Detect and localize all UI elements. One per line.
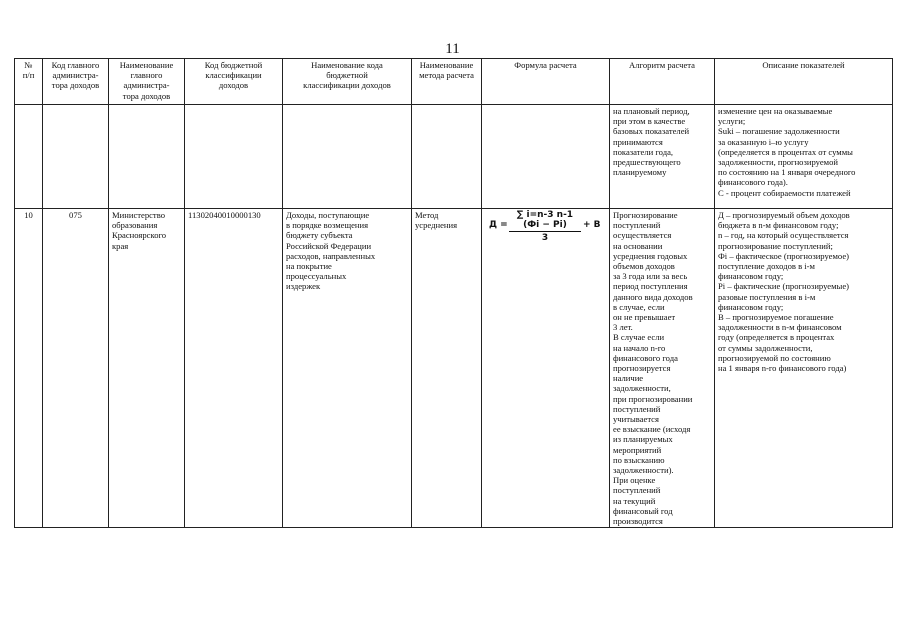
- method-cell: Метод усреднения: [412, 209, 482, 528]
- header-admin-code: Код главного администра- тора доходов: [43, 59, 109, 105]
- formula-cell: [482, 209, 610, 528]
- description-cell: изменение цен на оказываемые услуги; Suki – погашение задолженности за оказанную i–ю услугу (определяется в процентах от суммы задолженности, прогнозируемой по состоянию на 1 января очередного финансового года). С - процент собираемости платежей: [715, 105, 893, 209]
- table-cell: [185, 105, 283, 209]
- header-formula: Формула расчета: [482, 59, 610, 105]
- header-bk-name: Наименование кода бюджетной классификации доходов: [283, 59, 412, 105]
- formula: [485, 210, 606, 244]
- formula-numerator: ∑ i=n-3 n-1 (Фi − Pi): [509, 210, 581, 232]
- admin-code-cell: 075: [43, 209, 109, 528]
- revenue-forecast-table: [14, 58, 893, 528]
- table-cell: [15, 105, 43, 209]
- header-row: [15, 59, 893, 105]
- table-cell: [43, 105, 109, 209]
- formula-denominator: 3: [541, 233, 549, 244]
- table-cell: [412, 105, 482, 209]
- table-row: [15, 209, 893, 528]
- header-description: Описание показателей: [715, 59, 893, 105]
- bk-code-cell: 11302040010000130: [185, 209, 283, 528]
- header-bk-code: Код бюджетной классификации доходов: [185, 59, 283, 105]
- bk-name-cell: Доходы, поступающие в порядке возмещения бюджету субъекта Российской Федерации расходов, направленных на покрытие процессуальных издержек: [283, 209, 412, 528]
- admin-name-cell: Министерство образования Красноярского края: [109, 209, 185, 528]
- table-cell: [109, 105, 185, 209]
- page-number: 11: [445, 41, 460, 57]
- formula-fraction: [509, 210, 581, 244]
- row-number: 10: [15, 209, 43, 528]
- table-row: [15, 105, 893, 209]
- header-admin-name: Наименование главного администра- тора доходов: [109, 59, 185, 105]
- algorithm-cell: Прогнозирование поступлений осуществляется на основании усреднения годовых объемов доходов за 3 года или за весь период поступления данного вида доходов в случае, если он не превышает 3 лет. В случае если на начало n-го финансового года прогнозируется наличие задолженности, при прогнозировании поступлений учитывается ее взыскание (исходя из планируемых мероприятий по взысканию задолженности). При оценке поступлений на текущий финансовый год производится: [610, 209, 715, 528]
- description-cell: Д – прогнозируемый объем доходов бюджета в n-м финансовом году; n – год, на который осуществляется прогнозирование поступлений; Фi – фактическое (прогнозируемое) поступление доходов в i-м финансовом году; Pi – фактические (прогнозируемые) разовые поступления в i-м финансовом году; В – прогнозируемое погашение задолженности в n-м финансовом году (определяется в процентах от суммы задолженности, прогнозируемой по состоянию на 1 января n-го финансового года): [715, 209, 893, 528]
- header-method: Наименование метода расчета: [412, 59, 482, 105]
- table-cell: [283, 105, 412, 209]
- algorithm-cell: на плановый период, при этом в качестве базовых показателей принимаются показатели года, предшествующего планируемому: [610, 105, 715, 209]
- header-algorithm: Алгоритм расчета: [610, 59, 715, 105]
- header-number: № п/п: [15, 59, 43, 105]
- formula-rhs: + В: [583, 220, 601, 230]
- table-cell: [482, 105, 610, 209]
- formula-lhs: Д =: [489, 220, 508, 230]
